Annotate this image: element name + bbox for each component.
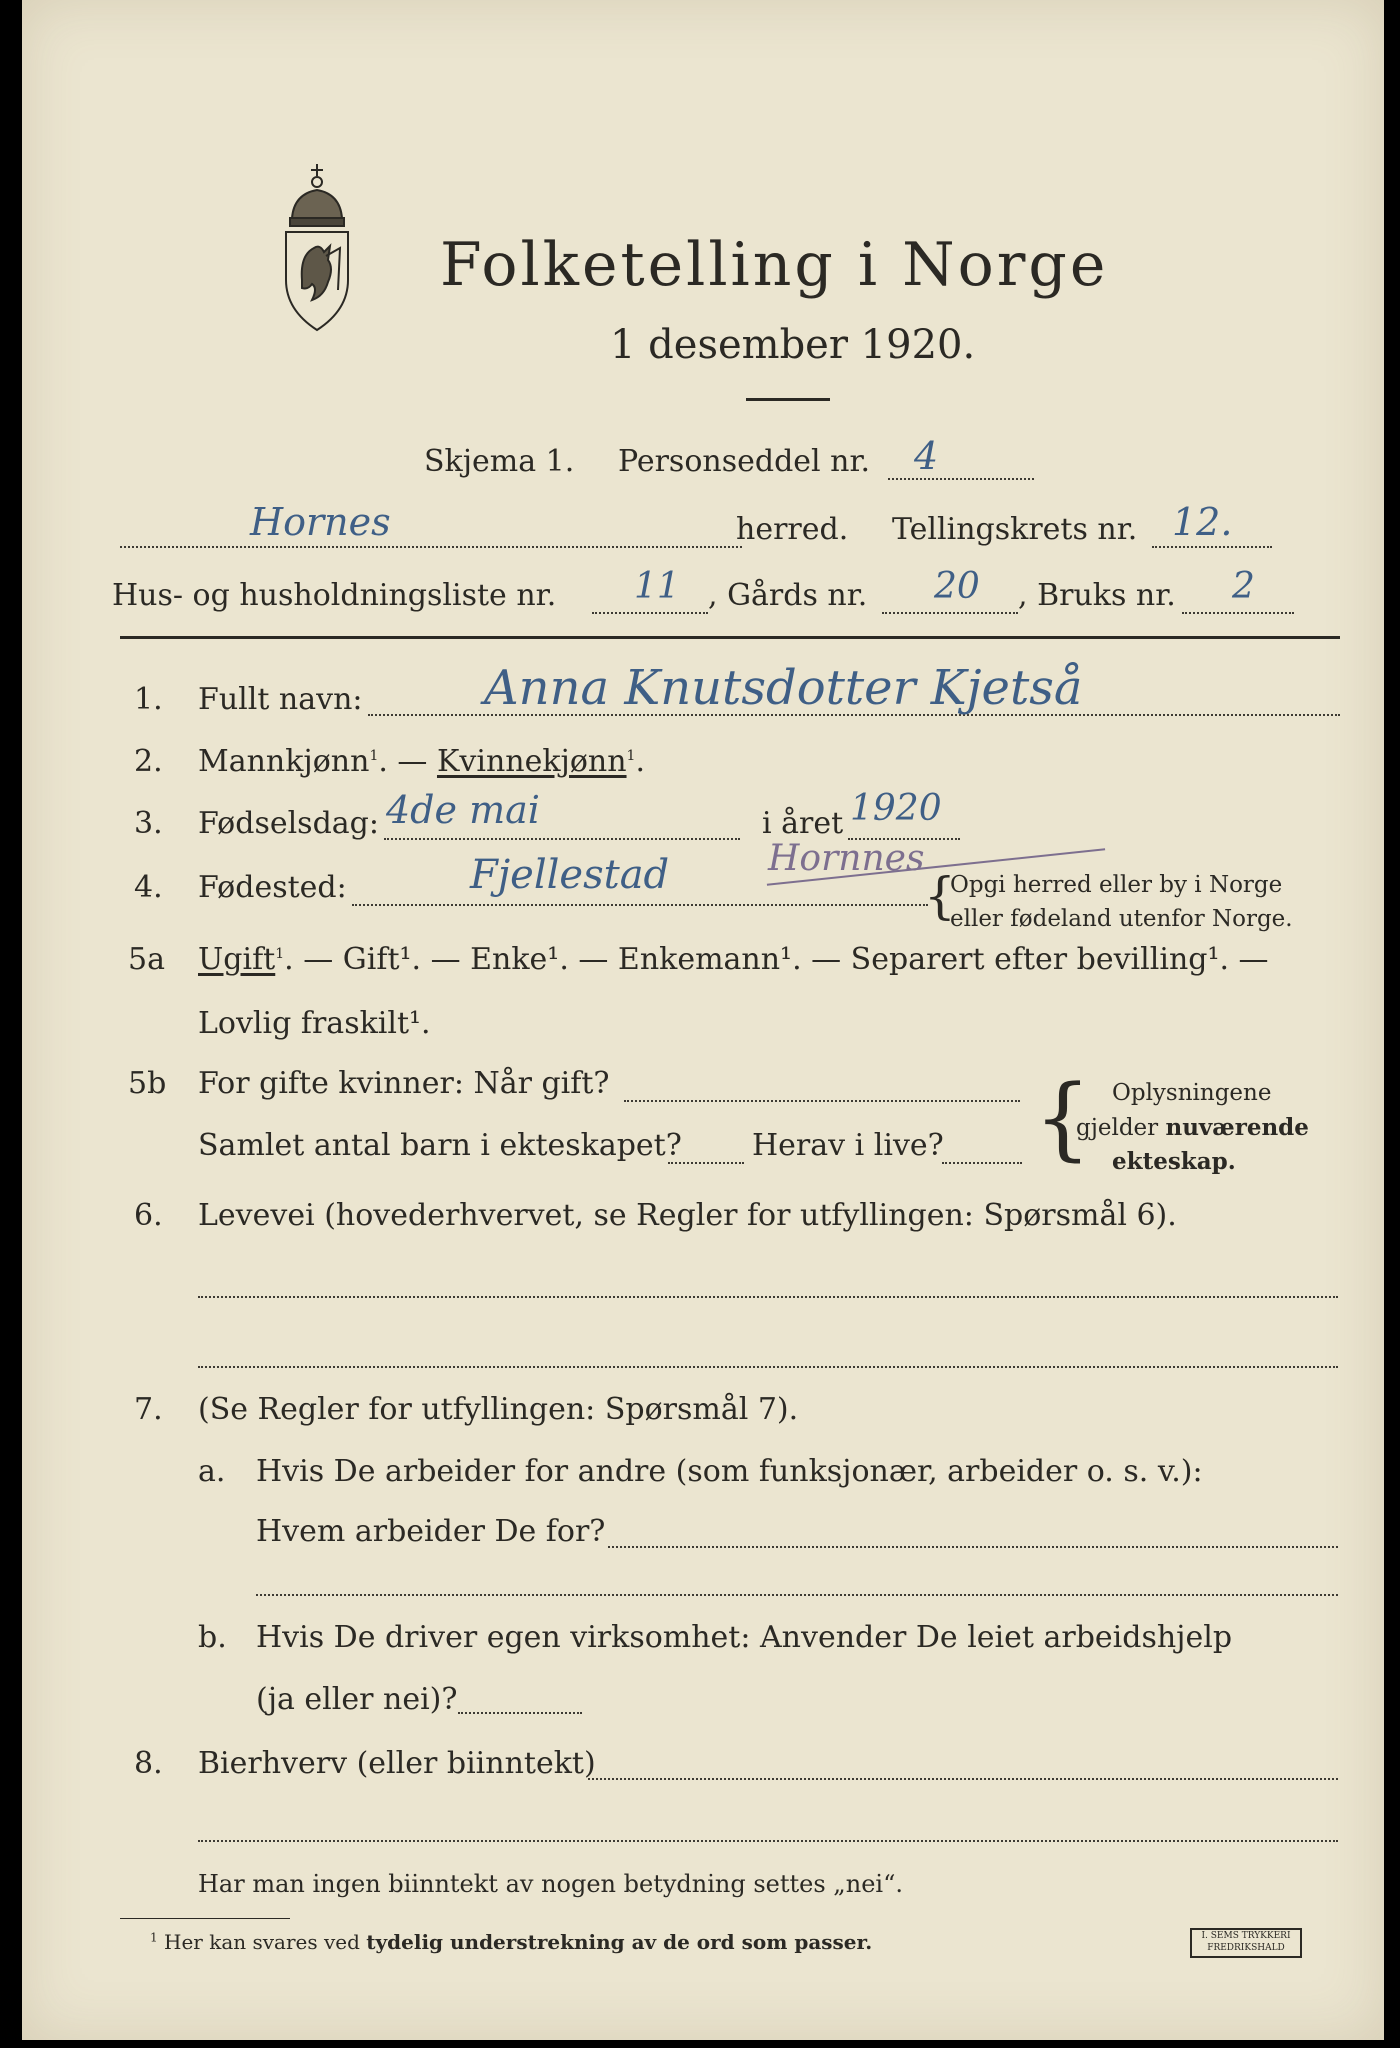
q5b-note3: ekteskap. [1112, 1148, 1236, 1175]
q3-label: Fødselsdag: [198, 806, 379, 841]
q2-number: 2. [134, 744, 163, 779]
q7b-question: (ja eller nei)? [256, 1682, 458, 1717]
q3-number: 3. [134, 806, 163, 841]
personseddel-label: Personseddel nr. [618, 444, 871, 479]
footnote-rule [120, 1918, 290, 1919]
form-date: 1 desember 1920. [610, 322, 976, 368]
title-divider [746, 398, 830, 401]
q8-number: 8. [134, 1746, 163, 1781]
personseddel-field[interactable] [888, 478, 1034, 480]
q5b-bracket: { [1034, 1066, 1092, 1171]
bruks-value: 2 [1232, 566, 1255, 607]
q2-kvinnekjonn-selected[interactable]: Kvinnekjønn [436, 744, 627, 779]
q5a-other-options[interactable]: . — Gift¹. — Enke¹. — Enkemann¹. — Separert efter bevilling¹. — [284, 942, 1269, 977]
q5b-number: 5b [128, 1066, 167, 1101]
q7-number: 7. [134, 1392, 163, 1427]
census-form-page [22, 0, 1384, 2040]
q2-separator: . — [378, 744, 428, 779]
q4-field[interactable] [352, 904, 928, 906]
tellingskrets-value: 12. [1172, 500, 1233, 544]
q1-value: Anna Knutsdotter Kjetså [484, 660, 1083, 716]
q5a-line2[interactable]: Lovlig fraskilt¹. [198, 1006, 431, 1041]
q4-struck-value: Hornnes [768, 838, 925, 879]
bleed-through-text [1022, 110, 1029, 135]
q5b-line1: For gifte kvinner: Når gift? [198, 1066, 610, 1101]
q7b-label: b. [198, 1620, 227, 1655]
q3-field[interactable] [384, 838, 740, 840]
q5b-herav-field[interactable] [942, 1162, 1022, 1164]
q5a-options [198, 942, 1269, 977]
q5b-nar-gift-field[interactable] [624, 1100, 1020, 1102]
footnote-sup: 1 [150, 1930, 158, 1945]
gards-value: 20 [934, 566, 980, 607]
q6-field-2[interactable] [198, 1366, 1338, 1368]
q5b-herav: Herav i live? [752, 1128, 944, 1163]
norwegian-coat-of-arms-icon [272, 160, 362, 335]
q8-label: Bierhverv (eller biinntekt) [198, 1746, 596, 1781]
q6-label: Levevei (hovederhvervet, se Regler for utfyllingen: Spørsmål 6). [198, 1198, 1177, 1233]
bruks-field[interactable] [1182, 612, 1294, 614]
q5a-number: 5a [128, 942, 165, 977]
q8-field-2[interactable] [198, 1840, 1338, 1842]
footnote-text-a: Her kan svares ved [164, 1930, 367, 1954]
herred-label: herred. [736, 512, 849, 547]
q3-year-value: 1920 [850, 788, 942, 829]
form-title: Folketelling i Norge [440, 230, 1109, 300]
q5b-note1: Oplysningene [1112, 1080, 1272, 1106]
header-rule [120, 636, 1340, 639]
q2-options [198, 744, 645, 779]
gards-label: , Gårds nr. [708, 578, 868, 613]
q1-label: Fullt navn: [198, 682, 363, 717]
bruks-label: , Bruks nr. [1018, 578, 1176, 613]
q2-sup-2: 1 [626, 748, 636, 764]
tellingskrets-label: Tellingskrets nr. [892, 512, 1138, 547]
tellingskrets-field[interactable] [1152, 546, 1272, 548]
q7-label: (Se Regler for utfyllingen: Spørsmål 7). [198, 1392, 799, 1427]
q7a-field-1[interactable] [608, 1546, 1338, 1548]
personseddel-value: 4 [914, 434, 939, 478]
q7a-text: Hvis De arbeider for andre (som funksjonær, arbeider o. s. v.): [256, 1454, 1203, 1489]
husliste-value: 11 [634, 566, 680, 607]
q4-number: 4. [134, 870, 163, 905]
skjema-label: Skjema 1. [424, 444, 575, 479]
q7a-label: a. [198, 1454, 226, 1489]
q3-year-label: i året [762, 806, 844, 841]
q5b-line2: Samlet antal barn i ekteskapet? [198, 1128, 682, 1163]
q4-value: Fjellestad [470, 852, 670, 898]
q2-sup-1: 1 [369, 748, 379, 764]
gards-field[interactable] [882, 612, 1018, 614]
q5a-sup: 1 [275, 946, 285, 962]
q4-note-line2: eller fødeland utenfor Norge. [950, 906, 1293, 932]
footnote [150, 1930, 872, 1954]
q5b-note2b: nuværende [1165, 1114, 1309, 1141]
footnote-text-b: tydelig understrekning av de ord som passer. [366, 1930, 873, 1954]
q3-value: 4de mai [386, 788, 540, 832]
q7b-field[interactable] [458, 1712, 582, 1714]
q5b-barn-field[interactable] [668, 1162, 744, 1164]
q4-bracket: { [924, 867, 956, 925]
q4-label: Fødested: [198, 870, 347, 905]
q5a-ugift-selected[interactable]: Ugift [198, 942, 276, 977]
q5b-note2a: gjelder [1076, 1115, 1166, 1141]
q6-field-1[interactable] [198, 1296, 1338, 1298]
q2-end: . [635, 744, 645, 779]
herred-value: Hornes [250, 500, 391, 544]
q2-mannkjonn[interactable]: Mannkjønn [198, 744, 370, 779]
q1-number: 1. [134, 682, 163, 717]
printer-stamp: I. SEMS TRYKKERI FREDRIKSHALD [1190, 1928, 1302, 1958]
husliste-field[interactable] [592, 612, 708, 614]
footer-note: Har man ingen biinntekt av nogen betydning settes „nei“. [198, 1870, 903, 1898]
q6-number: 6. [134, 1198, 163, 1233]
q7b-text: Hvis De driver egen virksomhet: Anvender De leiet arbeidshjelp [256, 1620, 1233, 1655]
q7a-question: Hvem arbeider De for? [256, 1514, 606, 1549]
q8-field-1[interactable] [588, 1778, 1338, 1780]
q5b-note2 [1076, 1114, 1309, 1141]
herred-field[interactable] [120, 546, 742, 548]
q4-note-line1: Opgi herred eller by i Norge [950, 872, 1283, 898]
q7a-field-2[interactable] [256, 1594, 1338, 1596]
husliste-label: Hus- og husholdningsliste nr. [112, 578, 557, 613]
